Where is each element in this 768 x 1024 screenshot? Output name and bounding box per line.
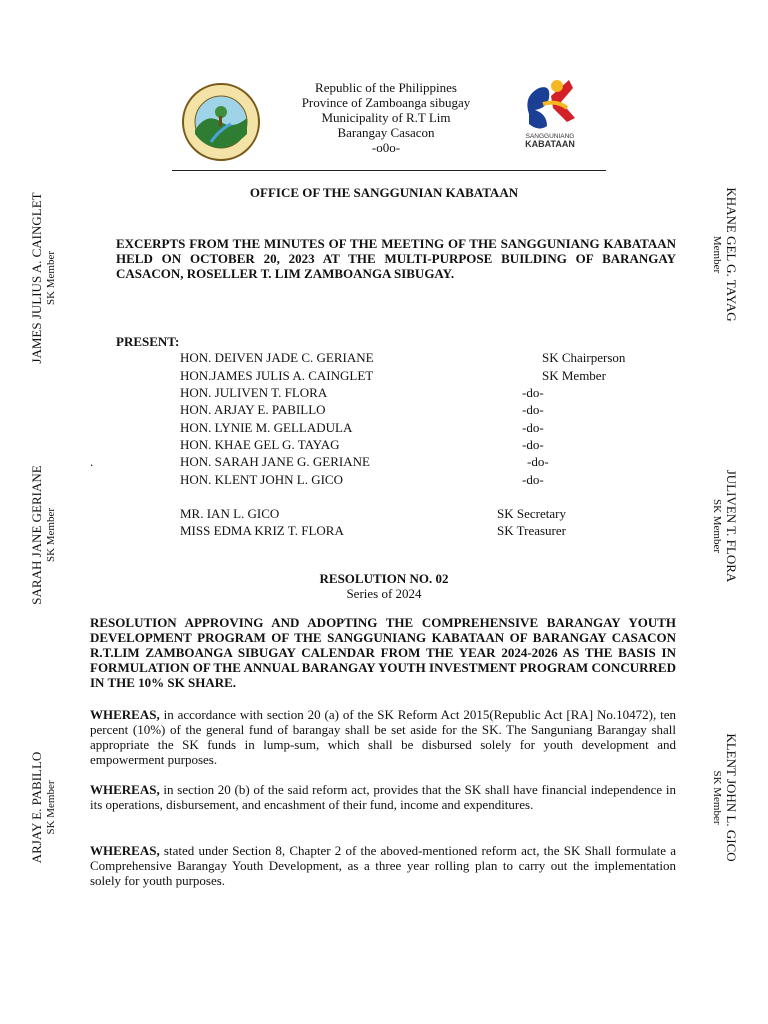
header-republic: Republic of the Philippines [315, 80, 457, 95]
office-title: OFFICE OF THE SANGGUNIAN KABATAAN [249, 185, 519, 200]
officer-position: SK Secretary [497, 506, 566, 521]
present-position: SK Member [542, 368, 606, 383]
officer-name: MISS EDMA KRIZ T. FLORA [180, 523, 344, 538]
whereas-paragraph [90, 843, 676, 888]
whereas-lead: WHEREAS, [90, 782, 160, 797]
logo-text-1: SANGGUNIANG [525, 133, 575, 140]
present-name: HON. SARAH JANE G. GERIANE [180, 454, 370, 469]
officer-name: MR. IAN L. GICO [180, 506, 280, 521]
header-ornament: -o0o- [371, 140, 401, 155]
margin-name: SARAH JANE GERIANE [29, 465, 44, 605]
margin-name: JAMES JULIUS A. CAINGLET [29, 192, 44, 364]
whereas-text: in section 20 (b) of the said reform act, provides that the SK shall have financial independence in its operations, disbursement, and encashment of their fund, income and expenditures. [90, 782, 676, 812]
present-position: SK Chairperson [542, 350, 626, 365]
present-position: -do- [522, 420, 544, 435]
meeting-excerpt: EXCERPTS FROM THE MINUTES OF THE MEETING OF THE SANGGUNIANG KABATAAN HELD ON OCTOBER 20, 2023 AT THE MULTI-PURPOSE BUILDING OF BARANGAY CASACON, ROSELLER T. LIM ZAMBOANGA SIBUGAY. [116, 236, 676, 281]
header-barangay: Barangay Casacon [337, 125, 435, 140]
present-position: -do- [522, 472, 544, 487]
sangguniang-kabataan-logo [517, 74, 583, 150]
whereas-lead: WHEREAS, [90, 707, 160, 722]
margin-role: SK Member [45, 507, 57, 563]
whereas-paragraph [90, 707, 676, 767]
whereas-text: stated under Section 8, Chapter 2 of the aboved-mentioned reform act, the SK Shall formulate a Comprehensive Barangay Youth Development, as a three year rolling plan to carry out the implementation solely for youth purposes. [90, 843, 676, 888]
present-name: HON. DEIVEN JADE C. GERIANE [180, 350, 374, 365]
officer-position: SK Treasurer [497, 523, 566, 538]
margin-role: SK Member [711, 770, 723, 825]
resolution-number: RESOLUTION NO. 02 [319, 571, 449, 586]
present-name: HON. JULIVEN T. FLORA [180, 385, 328, 400]
whereas-text: in accordance with section 20 (a) of the SK Reform Act 2015(Republic Act [RA] No.10472), ten percent (10%) of the general fund of barangay shall be set aside for the SK. The Sanguniang Barangay shall appropriate the SK funds in lump-sum, which shall be disbursed solely for youth development and empowerment purposes. [90, 707, 676, 767]
margin-name: KHANE GEL G. TAYAG [724, 187, 739, 322]
margin-role: SK Member [711, 498, 723, 554]
whereas-paragraph [90, 782, 676, 812]
resolution-series: Series of 2024 [346, 586, 422, 601]
header-municipality: Municipality of R.T Lim [321, 110, 451, 125]
present-name: HON. KLENT JOHN L. GICO [180, 472, 343, 487]
present-position: -do- [522, 385, 544, 400]
present-name: HON. LYNIE M. GELLADULA [180, 420, 353, 435]
whereas-lead: WHEREAS, [90, 843, 160, 858]
margin-name: JULIVEN T. FLORA [724, 469, 739, 583]
barangay-seal [181, 82, 261, 162]
present-name: HON. KHAE GEL G. TAYAG [180, 437, 340, 452]
present-position: -do- [522, 437, 544, 452]
margin-role: SK Member [45, 780, 57, 835]
present-position: -do- [522, 402, 544, 417]
header-rule [172, 170, 606, 171]
present-position: -do- [527, 454, 549, 469]
present-label: PRESENT: [116, 334, 180, 349]
present-name: HON. ARJAY E. PABILLO [180, 402, 326, 417]
margin-role: Member [711, 235, 723, 274]
margin-name: KLENT JOHN L. GICO [724, 733, 739, 862]
logo-text-2: KABATAAN [525, 139, 575, 149]
resolution-title: RESOLUTION APPROVING AND ADOPTING THE COMPREHENSIVE BARANGAY YOUTH DEVELOPMENT PROGRAM OF THE SANGGUNIANG KABATAAN OF BARANGAY CASACON R.T.LIM ZAMBOANGA SIBUGAY CALENDAR FROM THE YEAR 2024-2026 AS THE BASIS IN FORMULATION OF THE ANNUAL BARANGAY YOUTH INVESTMENT PROGRAM CONCURRED IN THE 10% SK SHARE. [90, 615, 676, 690]
header-province: Province of Zamboanga sibugay [301, 95, 471, 110]
present-name: HON.JAMES JULIS A. CAINGLET [180, 368, 374, 383]
stray-mark: . [90, 454, 94, 469]
margin-role: SK Member [45, 250, 57, 306]
margin-name: ARJAY E. PABILLO [29, 751, 44, 864]
